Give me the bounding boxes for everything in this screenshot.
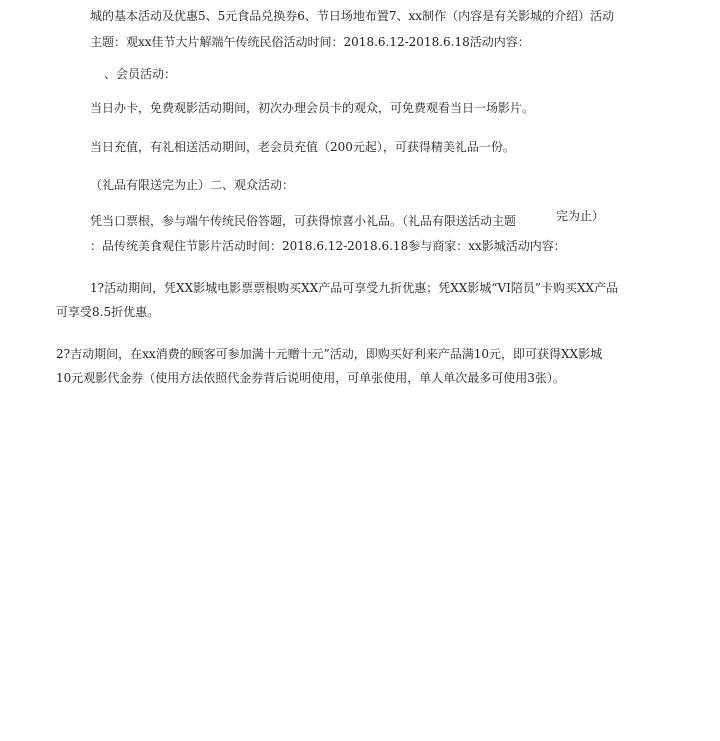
text-line-9: 1?活动期间，凭XX影城电影票票根购买XX产品可享受九折优惠；凭XX影城“VI陪员”卡购买XX产品: [90, 281, 619, 295]
text-line-6: （礼品有限送完为止）二、观众活动：: [90, 178, 295, 192]
text-line-5: 当日充值，有礼相送活动期间，老会员充值（200元起），可获得精美礼品一份。: [90, 140, 515, 154]
text-line-1: 城的基本活动及优惠5、5元食品兑换券6、节日场地布置7、xx制作（内容是有关影城的介绍）活动: [90, 9, 615, 23]
text-line-7: 凭当口票根，参与端午传统民俗答题，可获得惊喜小礼品。（礼品有限送活动主题: [90, 214, 517, 228]
text-line-4: 当日办卡，免费观影活动期间，初次办理会员卡的观众，可免费观看当日一场影片。: [90, 101, 535, 115]
text-line-12: 10元观影代金券（使用方法依照代金券背后说明使用，可单张使用，单人单次最多可使用3张）。: [56, 371, 565, 385]
text-line-11: 2?吉动期间，在xx消费的顾客可参加满十元赠十元”活动，即购买好利来产品满10元，即可获得XX影城: [56, 347, 603, 361]
text-line-10: 可享受8.5折优惠。: [56, 305, 160, 319]
text-line-2: 主题：观xx佳节大片解端午传统民俗活动时间：2018.6.12-2018.6.18活动内容：: [90, 35, 530, 49]
text-line-8: ：品传统美食观住节影片活动时间：2018.6.12-2018.6.18参与商家：xx影城活动内容：: [90, 239, 566, 253]
text-line-3: 、会员活动：: [104, 67, 177, 81]
text-line-7-tail: 完为止）: [556, 209, 605, 223]
